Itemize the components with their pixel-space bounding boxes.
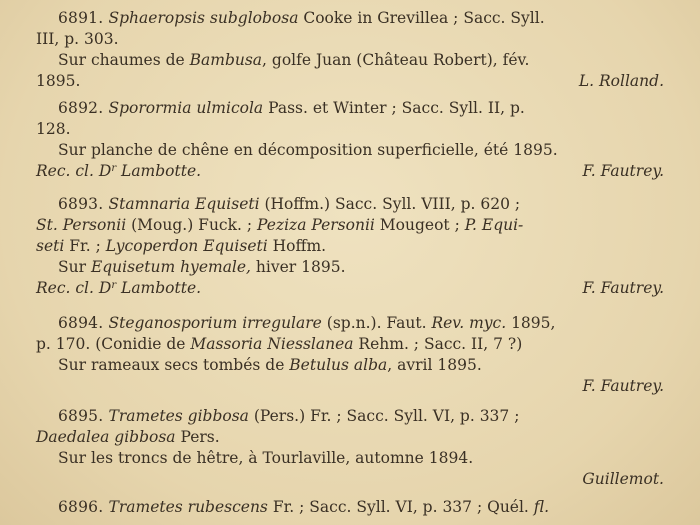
entry-line xyxy=(36,257,664,278)
text-run: Fr. ; xyxy=(64,237,106,255)
entry-line xyxy=(36,50,664,71)
entry-line xyxy=(36,140,664,161)
entry-line xyxy=(36,448,664,469)
italic-text: Lambotte. xyxy=(116,279,202,297)
collector-name: F. Fautrey. xyxy=(582,377,664,395)
italic-text: Rec. cl. D xyxy=(36,279,112,297)
collector-name: F. Fautrey. xyxy=(582,162,664,180)
text-run: Sur rameaux secs tombés de xyxy=(58,356,290,374)
entry-number: 6894. xyxy=(58,314,109,332)
italic-text: Stamnaria Equiseti xyxy=(108,195,260,213)
entry-line xyxy=(36,313,664,334)
text-run: (Moug.) Fuck. ; xyxy=(126,216,257,234)
entry-number: 6892. xyxy=(58,99,109,117)
italic-text: Bambusa xyxy=(189,51,263,69)
text-run: Sur planche de chêne en décomposition superficielle, été 1895. xyxy=(58,141,558,159)
italic-text: Massoria Niesslanea xyxy=(190,335,354,353)
italic-text: St. Personii xyxy=(36,216,127,234)
italic-text: Trametes gibbosa xyxy=(108,407,249,425)
italic-text: Sphaeropsis subglobosa xyxy=(108,9,299,27)
entry-line xyxy=(36,8,664,29)
italic-text: Equisetum hyemale, xyxy=(90,258,251,276)
entry-line xyxy=(36,161,664,182)
text-run: Hoffm. xyxy=(267,237,327,255)
entry-line xyxy=(36,406,664,427)
entry-line xyxy=(36,355,664,376)
text-run: hiver 1895. xyxy=(251,258,346,276)
catalog-entry xyxy=(36,497,664,518)
catalog-entry xyxy=(36,313,664,397)
catalog-entry xyxy=(36,8,664,92)
entry-line xyxy=(36,236,664,257)
italic-text: P. Equi- xyxy=(464,216,524,234)
text-run: Mougeot ; xyxy=(374,216,465,234)
text-run: Rehm. ; Sacc. II, 7 ?) xyxy=(353,335,523,353)
italic-text: Peziza Personii xyxy=(257,216,375,234)
text-run: 128. xyxy=(36,120,71,138)
text-run: Pass. et Winter ; Sacc. Syll. II, p. xyxy=(263,99,525,117)
italic-text: r xyxy=(111,280,117,291)
entry-line xyxy=(36,71,664,92)
entry-line xyxy=(36,334,664,355)
text-run: 1895. xyxy=(36,72,81,90)
text-run: p. 170. (Conidie de xyxy=(36,335,191,353)
entry-line xyxy=(36,29,664,50)
italic-text: seti xyxy=(36,237,65,255)
italic-text: Trametes rubescens xyxy=(108,498,268,516)
entry-line xyxy=(36,497,664,518)
italic-text: Lycoperdon Equiseti xyxy=(105,237,268,255)
catalog-entry xyxy=(36,98,664,182)
italic-text: Betulus alba xyxy=(289,356,388,374)
text-run: Fr. ; Sacc. Syll. VI, p. 337 ; Quél. xyxy=(267,498,534,516)
italic-text: Sporormia ulmicola xyxy=(108,99,264,117)
text-run: (Hoffm.) Sacc. Syll. VIII, p. 620 ; xyxy=(259,195,521,213)
collector-name: L. Rolland. xyxy=(578,72,664,90)
italic-text: Rec. cl. D xyxy=(36,162,112,180)
italic-text: Lambotte. xyxy=(116,162,202,180)
text-run: Pers. xyxy=(175,428,220,446)
entry-line xyxy=(36,215,664,236)
entry-line xyxy=(36,278,664,299)
text-run: III, p. 303. xyxy=(36,30,119,48)
text-run: (sp.n.). Faut. xyxy=(321,314,432,332)
italic-text: r xyxy=(111,163,117,174)
entry-line xyxy=(36,376,664,397)
text-run: 1895, xyxy=(506,314,556,332)
catalog-entry xyxy=(36,194,664,299)
text-run: Cooke in Grevillea ; Sacc. Syll. xyxy=(298,9,545,27)
entry-number: 6895. xyxy=(58,407,109,425)
text-run: Sur chaumes de xyxy=(58,51,190,69)
entry-line xyxy=(36,194,664,215)
text-run: , golfe Juan (Château Robert), fév. xyxy=(262,51,530,69)
collector-name: Guillemot. xyxy=(582,470,664,488)
italic-text: Steganosporium irregulare xyxy=(108,314,322,332)
collector-name: F. Fautrey. xyxy=(582,279,664,297)
entry-line xyxy=(36,469,664,490)
entry-number: 6893. xyxy=(58,195,109,213)
italic-text: Daedalea gibbosa xyxy=(36,428,176,446)
entry-number: 6891. xyxy=(58,9,109,27)
entry-line xyxy=(36,427,664,448)
italic-text: Rev. myc. xyxy=(431,314,507,332)
catalog-entry xyxy=(36,406,664,490)
italic-text: fl. xyxy=(533,498,550,516)
text-run: Sur les troncs de hêtre, à Tourlaville, automne 1894. xyxy=(58,449,474,467)
text-run: (Pers.) Fr. ; Sacc. Syll. VI, p. 337 ; xyxy=(248,407,520,425)
text-run: , avril 1895. xyxy=(387,356,482,374)
entry-line xyxy=(36,119,664,140)
entry-number: 6896. xyxy=(58,498,109,516)
text-run: Sur xyxy=(58,258,91,276)
entry-line xyxy=(36,98,664,119)
